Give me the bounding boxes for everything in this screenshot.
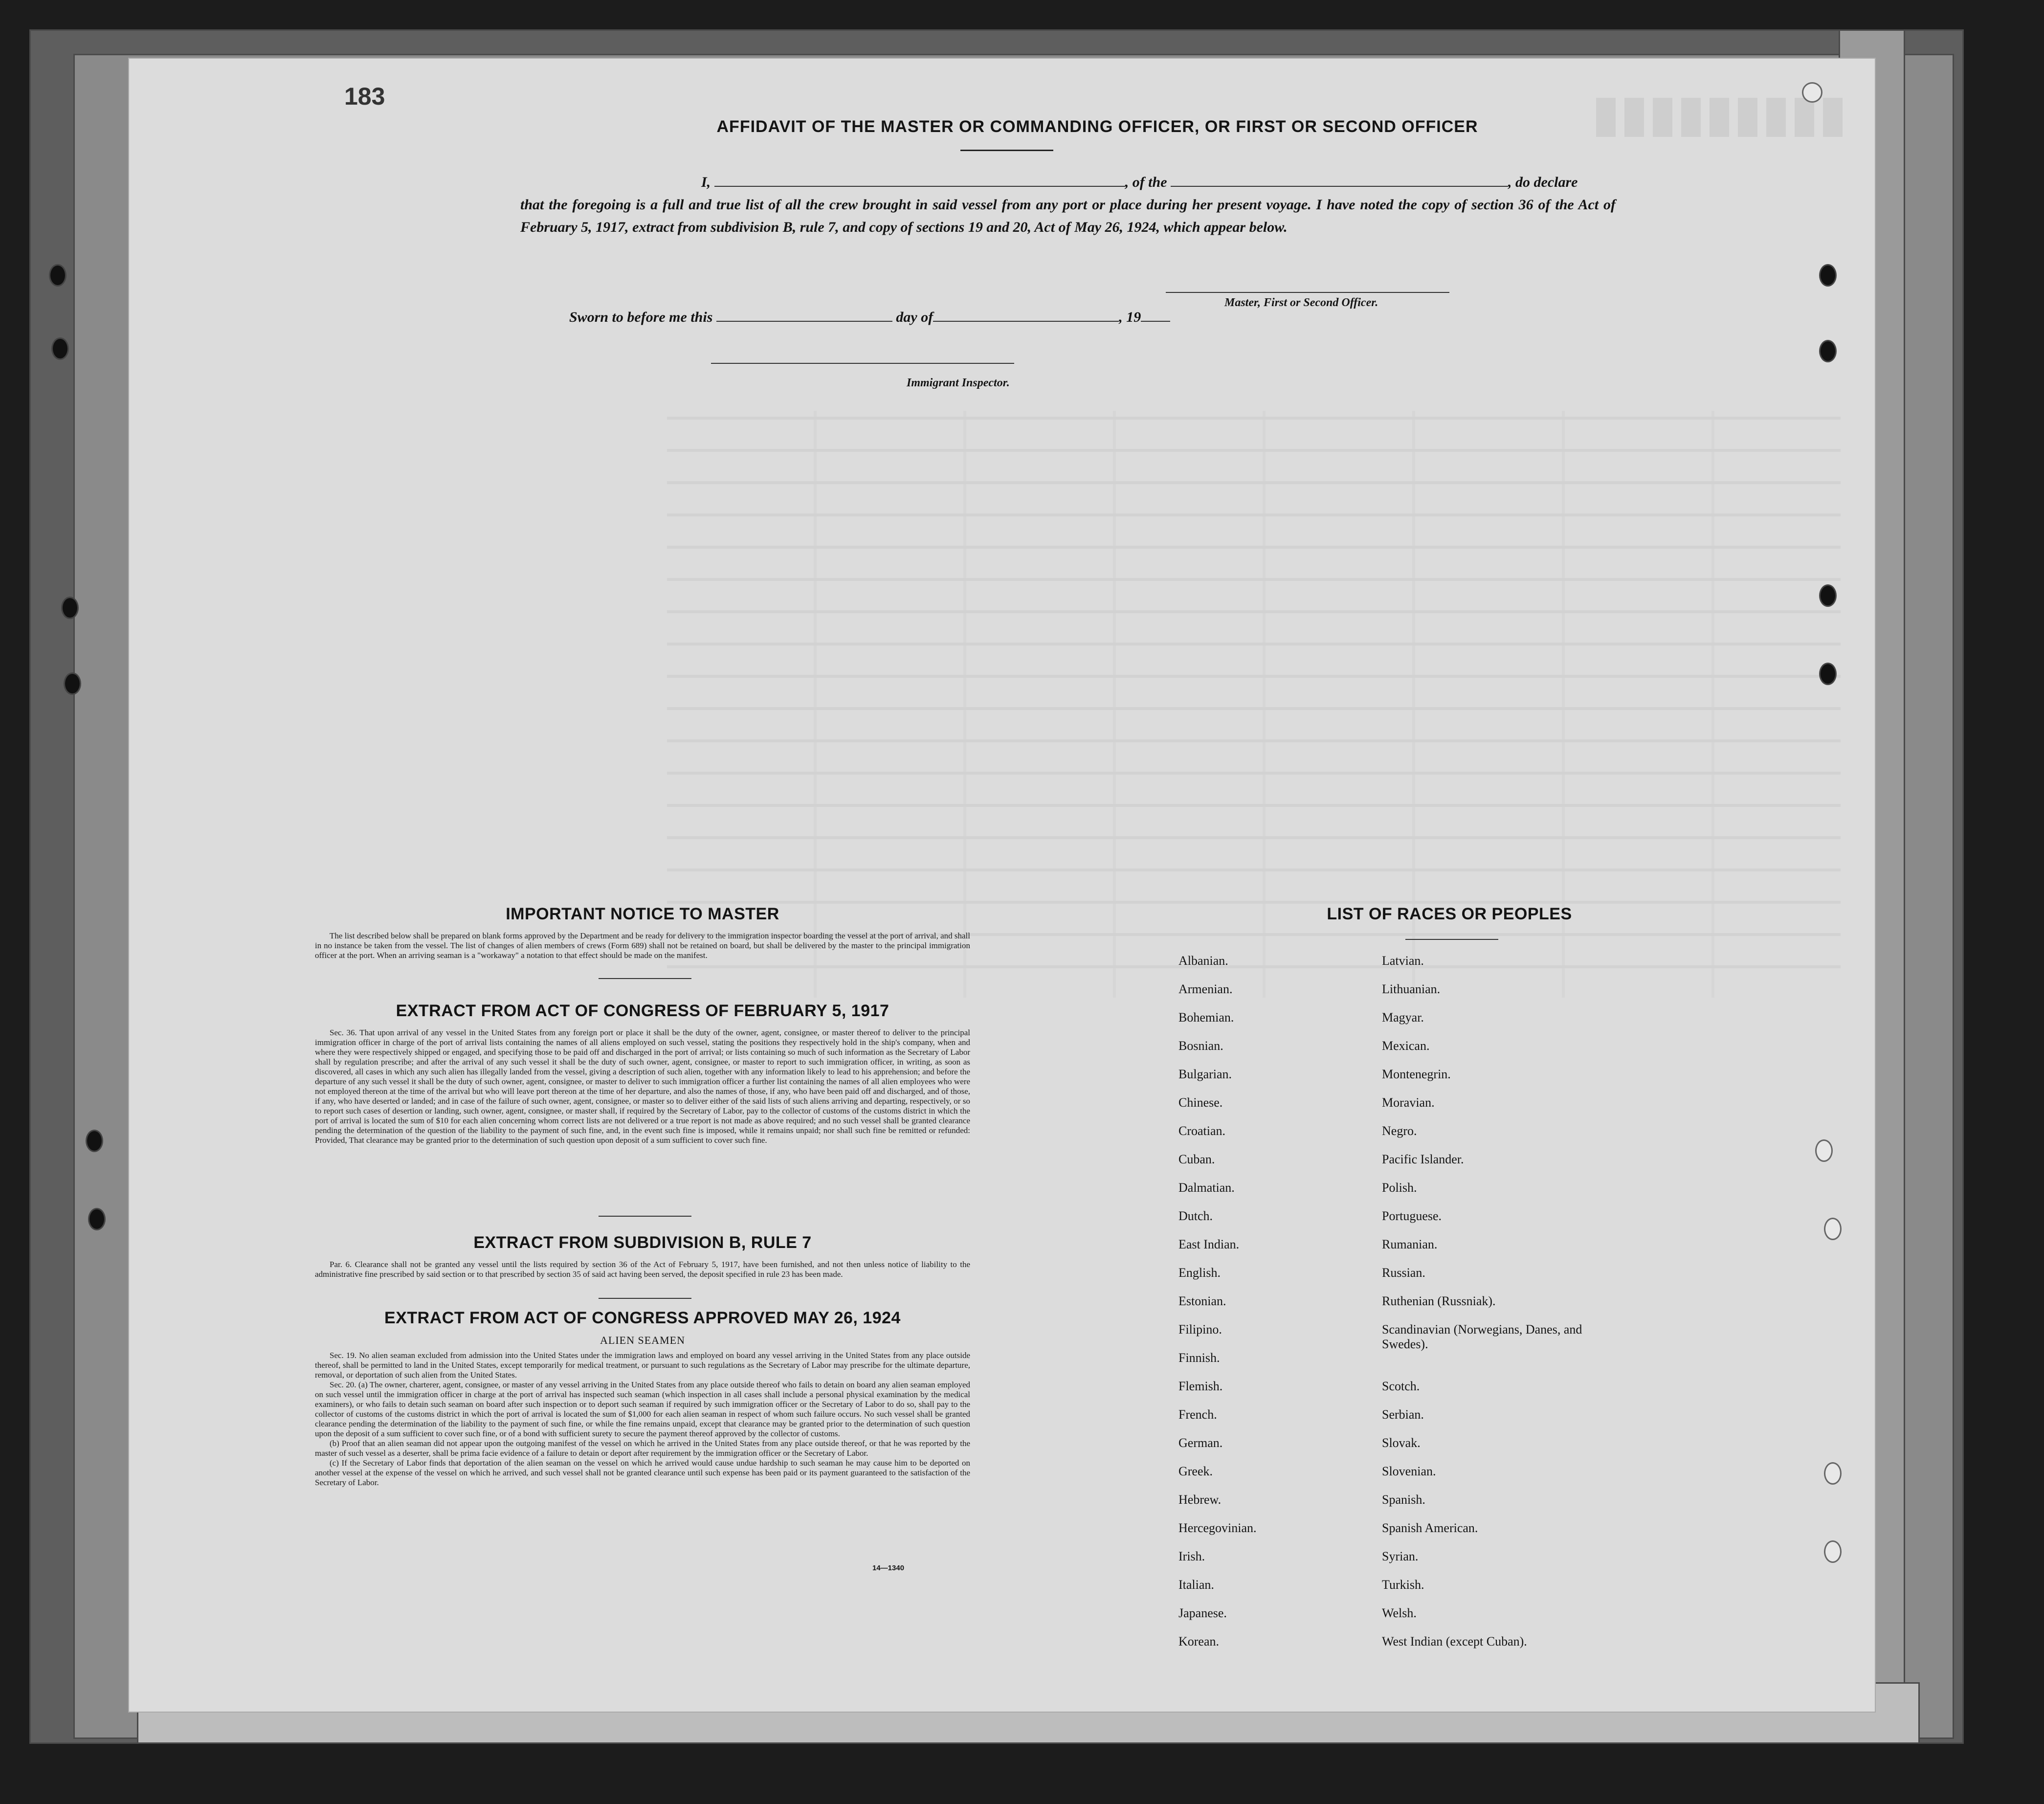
inspector-signature-line[interactable]	[711, 363, 1014, 364]
alien-seamen-subtitle: ALIEN SEAMEN	[600, 1334, 685, 1346]
sworn-line	[569, 308, 1170, 326]
races-title: LIST OF RACES OR PEOPLES	[1327, 905, 1572, 923]
race-item: Scandinavian (Norwegians, Danes, and Swedes).	[1382, 1322, 1582, 1351]
race-item: Bohemian.	[1178, 1010, 1234, 1024]
race-item: Albanian.	[1178, 954, 1228, 968]
race-item: Italian.	[1178, 1578, 1214, 1592]
race-item: Negro.	[1382, 1124, 1417, 1138]
punch-hole	[88, 1208, 106, 1230]
inspector-signature-label: Immigrant Inspector.	[907, 377, 1010, 389]
day-of-label: day of	[896, 309, 933, 325]
punch-hole	[1824, 1462, 1842, 1485]
punch-hole	[1824, 1540, 1842, 1563]
race-item: Bosnian.	[1178, 1039, 1223, 1053]
extract-1924-title: EXTRACT FROM ACT OF CONGRESS APPROVED MAY 26, 1924	[384, 1309, 901, 1327]
race-item: Pacific Islander.	[1382, 1152, 1464, 1166]
race-item: Moravian.	[1382, 1095, 1435, 1110]
race-item: Greek.	[1178, 1464, 1213, 1478]
race-item: Chinese.	[1178, 1095, 1223, 1110]
folio-number: 183	[344, 83, 385, 110]
race-item: Scotch.	[1382, 1379, 1420, 1393]
punch-hole	[1819, 663, 1837, 685]
race-item: Rumanian.	[1382, 1237, 1438, 1251]
race-item: Mexican.	[1382, 1039, 1430, 1053]
race-item: Slovenian.	[1382, 1464, 1436, 1478]
notice-text	[315, 931, 970, 960]
master-signature-line[interactable]	[1166, 292, 1449, 293]
extract-1924-text	[315, 1351, 970, 1488]
race-item: Magyar.	[1382, 1010, 1424, 1024]
sec-19-paragraph: Sec. 19. No alien seaman excluded from admission into the United States under the immigration laws and employed on board any vessel arriving in the United States from any place outside thereof, shall be permitted to land in the United States, except temporarily for medical treatment, or pursuant to such regulations as the Secretary of Labor may prescribe for the ultimate departure, removal, or deportation of such alien from the United States.	[315, 1351, 970, 1380]
race-item: Japanese.	[1178, 1606, 1227, 1620]
name-blank[interactable]	[714, 173, 1125, 187]
race-item: Lithuanian.	[1382, 982, 1441, 996]
race-item: Welsh.	[1382, 1606, 1417, 1620]
race-item: German.	[1178, 1436, 1223, 1450]
race-item: Dalmatian.	[1178, 1180, 1235, 1195]
do-declare-label: , do declare	[1508, 174, 1578, 190]
notice-paragraph: The list described below shall be prepared on blank forms approved by the Department and be ready for delivery to the immigration inspector boarding the vessel at the port of arrival, and shall in no instance be taken from the vessel. The list of changes of alien members of crews (Form 689) shall not be retained on board, but shall be delivered by the master to the principal immigration officer at the port. When an arriving seaman is a "workaway" a notation to that effect should be made on the manifest.	[315, 931, 971, 960]
extract-rule7-text	[315, 1260, 970, 1279]
race-item: Filipino.	[1178, 1322, 1222, 1336]
year-blank[interactable]	[1141, 308, 1170, 322]
sec-20a-paragraph: Sec. 20. (a) The owner, charterer, agent, consignee, or master of any vessel arriving in the United States from any place outside thereof who fails to detain on board any alien seaman employed on such vessel until the immigration officer in charge at the port of arrival has inspected such seaman (which inspection in all cases shall include a personal physical examination by the medical examiners), or who fails to detain such seaman on board after such inspection or to deport such seaman if required by such immigration officer or the Secretary of Labor to do so, shall pay to the collector of customs of the customs district in which the port of arrival is located the sum of $1,000 for each alien seaman in respect of whom such failure occurs. No such vessel shall be granted clearance pending the determination of the liability to the payment of such fine, or while the fine remains unpaid, except that clearance may be granted prior to the determination of such question upon the deposit of a sum sufficient to cover such fine, or of a bond with sufficient surety to secure the payment thereof approved by the collector of customs.	[315, 1380, 970, 1438]
sec-20b-paragraph: (b) Proof that an alien seaman did not appear upon the outgoing manifest of the vessel on which he arrived in the United States from any place outside thereof, or that he was reported by the master of such vessel as a deserter, shall be prima facie evidence of a failure to detain or deport after requirement by the immigration officer or the Secretary of Labor.	[315, 1439, 970, 1458]
bleed-through	[1596, 98, 1850, 137]
extract-rule7-title: EXTRACT FROM SUBDIVISION B, RULE 7	[473, 1233, 812, 1252]
race-item: Serbian.	[1382, 1407, 1424, 1422]
race-item: Turkish.	[1382, 1578, 1424, 1592]
race-item: Croatian.	[1178, 1124, 1226, 1138]
section-rule	[599, 1298, 691, 1299]
race-item: Finnish.	[1178, 1351, 1220, 1365]
month-blank[interactable]	[933, 308, 1119, 322]
sec-20c-paragraph: (c) If the Secretary of Labor finds that deportation of the alien seaman on the vessel on which he arrived would cause undue hardship to such seaman he may cause him to be deported on another vessel at the expense of the vessel on which he arrived, and such vessel shall not be granted clearance until such expense has been paid or its payment guaranteed to the satisfaction of the Secretary of Labor.	[315, 1458, 970, 1487]
races-right-column	[1382, 954, 1607, 1663]
extract-1917-title: EXTRACT FROM ACT OF CONGRESS OF FEBRUARY 5, 1917	[396, 1002, 889, 1020]
vessel-blank[interactable]	[1171, 173, 1508, 187]
punch-hole	[1824, 1218, 1842, 1240]
race-item: Syrian.	[1382, 1549, 1419, 1563]
race-item: Estonian.	[1178, 1294, 1226, 1308]
punch-hole	[61, 597, 79, 619]
race-item: Korean.	[1178, 1634, 1220, 1648]
race-item: Dutch.	[1178, 1209, 1213, 1223]
master-signature-label: Master, First or Second Officer.	[1224, 296, 1378, 309]
sec-36-paragraph: Sec. 36. That upon arrival of any vessel in the United States from any foreign port or place it shall be the duty of the owner, agent, consignee, or master thereof to deliver to the principal immigration officer in charge of the port of arrival lists containing the names of all aliens employed on such vessel, stating the positions they respectively hold in the ship's company, when and where they were respectively shipped or engaged, and specifying those to be paid off and discharged in the port of arrival; or lists containing so much of such information as the Secretary of Labor shall by regulation prescribe; and after the arrival of any such vessel it shall be the duty of such owner, agent, consignee, or master to report to such immigration officer, in writing, as soon as discovered, all cases in which any such alien has illegally landed from the vessel, giving a description of such alien, together with any information likely to lead to his apprehension; and before the departure of any such vessel it shall be the duty of such owner, agent, consignee, or master to deliver to such immigration officer a further list containing the names of all alien employees who were not employed thereon at the time of the arrival but who will leave port thereon at the time of her departure, and also the names of those, if any, who have been paid off and discharged, and of those, if any, who have deserted or landed; and in case of the failure of such owner, agent, consignee, or master so to deliver either of the said lists of such aliens arriving and departing, respectively, or so to report such cases of desertion or landing, such owner, agent, consignee, or master shall, if required by the Secretary of Labor, pay to the collector of customs of the customs district in which the port of arrival is located the sum of $10 for each alien concerning whom correct lists are not delivered or a true report is not made as above required; and no such vessel shall be granted clearance pending the determination of the question of the liability to the payment of such fine, and, in the event such fine is imposed, while it remains unpaid; nor shall such fine be remitted or refunded: Provided, That clearance may be granted prior to the determination of such question upon deposit of a sum sufficient to cover such fine.	[315, 1028, 970, 1145]
races-left-column	[1178, 954, 1374, 1663]
race-item: Bulgarian.	[1178, 1067, 1232, 1081]
race-item: Polish.	[1382, 1180, 1417, 1195]
race-item: Montenegrin.	[1382, 1067, 1451, 1081]
affidavit-text: that the foregoing is a full and true list of all the crew brought in said vessel from any port or place during her present voyage. I have noted the copy of section 36 of the Act of February 5, 1917, extract from subdivision B, rule 7, and copy of sections 19 and 20, Act of May 26, 1924, which appear below.	[520, 197, 1616, 235]
day-blank[interactable]	[716, 308, 892, 322]
affidavit-page	[128, 58, 1876, 1713]
punch-hole	[51, 337, 69, 360]
race-item: Slovak.	[1382, 1436, 1421, 1450]
section-rule	[599, 978, 691, 979]
race-item: East Indian.	[1178, 1237, 1240, 1251]
punch-hole	[49, 264, 67, 287]
punch-hole	[1819, 584, 1837, 607]
race-item: Hercegovinian.	[1178, 1521, 1257, 1535]
affidavit-title: AFFIDAVIT OF THE MASTER OR COMMANDING OFFICER, OR FIRST OR SECOND OFFICER	[716, 117, 1478, 136]
of-the-label: , of the	[1125, 174, 1167, 190]
race-item: French.	[1178, 1407, 1217, 1422]
race-item: Portuguese.	[1382, 1209, 1442, 1223]
punch-hole	[1819, 340, 1837, 362]
punch-hole	[1819, 264, 1837, 287]
punch-hole	[1815, 1139, 1833, 1162]
year-prefix: , 19	[1119, 309, 1141, 325]
form-number: 14—1340	[872, 1564, 905, 1572]
extract-1917-text	[315, 1028, 970, 1145]
race-item: Flemish.	[1178, 1379, 1223, 1393]
par-6-paragraph: Par. 6. Clearance shall not be granted any vessel until the lists required by section 36 of the Act of February 5, 1917, have been furnished, and not then unless notice of liability to the administrative fine prescribed by said section or to that prescribed by section 35 of said act having been served, the deposit specified in rule 23 has been made.	[315, 1260, 970, 1279]
race-item: Armenian.	[1178, 982, 1233, 996]
race-item: Spanish.	[1382, 1492, 1425, 1507]
race-item: English.	[1178, 1266, 1221, 1280]
race-item: Spanish American.	[1382, 1521, 1478, 1535]
race-item: Ruthenian (Russniak).	[1382, 1294, 1496, 1308]
section-rule	[599, 1216, 691, 1217]
i-label: I,	[701, 174, 711, 190]
punch-hole	[1802, 82, 1822, 103]
race-item: Irish.	[1178, 1549, 1205, 1563]
affidavit-body	[520, 171, 1616, 239]
punch-hole	[64, 672, 81, 695]
race-item: Latvian.	[1382, 954, 1424, 968]
race-item: Cuban.	[1178, 1152, 1215, 1166]
races-title-rule	[1405, 939, 1498, 940]
title-rule	[960, 150, 1053, 151]
race-item: Hebrew.	[1178, 1492, 1222, 1507]
punch-hole	[86, 1130, 103, 1152]
sworn-prefix: Sworn to before me this	[569, 309, 713, 325]
race-item: Russian.	[1382, 1266, 1425, 1280]
notice-title: IMPORTANT NOTICE TO MASTER	[506, 905, 779, 923]
race-item: West Indian (except Cuban).	[1382, 1634, 1527, 1648]
